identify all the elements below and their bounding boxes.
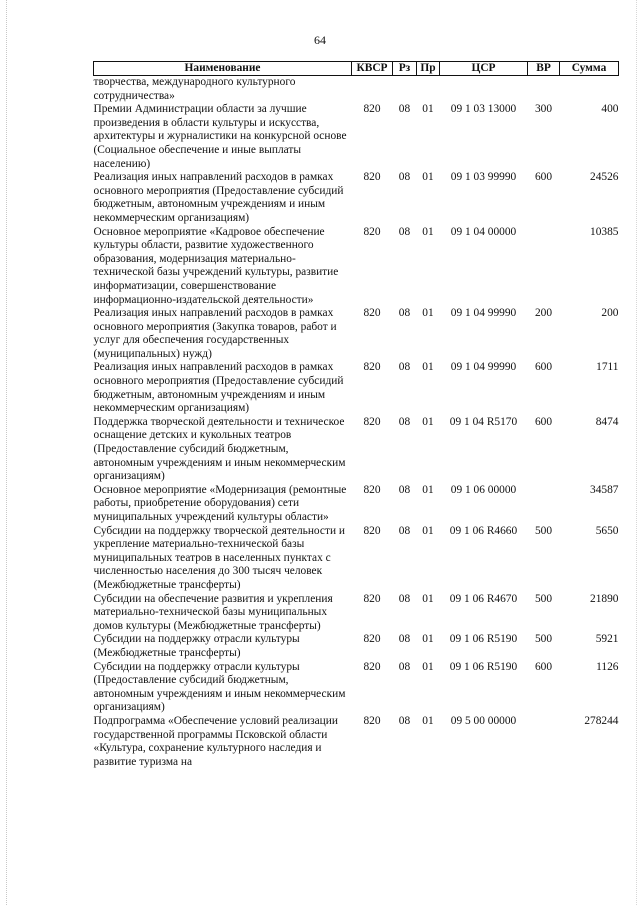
cell-vr <box>528 226 560 308</box>
cell-vr: 200 <box>534 307 553 320</box>
cell-vr <box>528 715 560 769</box>
cell-rz: 08 <box>398 361 411 374</box>
cell-csr: 09 1 04 99990 <box>450 361 517 374</box>
cell-sum: 400 <box>601 103 619 116</box>
cell-name: Поддержка творческой деятельности и техническое оснащение детских и кукольных театров (Предоставление субсидий бюджетным, автономным учреждениям и иным некоммерческим организациям) <box>93 415 346 483</box>
table-row <box>94 593 619 634</box>
table-row <box>94 226 619 308</box>
cell-kvsr: 820 <box>363 171 381 184</box>
cell-csr: 09 1 04 99990 <box>450 307 517 320</box>
cell-sum <box>560 76 619 104</box>
cell-vr: 500 <box>534 524 553 537</box>
table-row <box>94 361 619 415</box>
table-row <box>94 171 619 225</box>
cell-csr: 09 1 06 R4670 <box>449 592 518 605</box>
cell-name: Премии Администрации области за лучшие произведения в области культуры и искусства, архитектуры и журналистики на конкурсной основе (Социальное обеспечение и иные выплаты населению) <box>93 103 347 170</box>
header-csr: ЦСР <box>440 62 528 76</box>
cell-kvsr <box>352 76 393 104</box>
cell-name: Субсидии на поддержку отрасли культуры (Межбюджетные трансферты) <box>93 633 300 659</box>
cell-rz: 08 <box>398 714 411 727</box>
cell-csr: 09 1 06 00000 <box>450 483 517 496</box>
page-edge-right <box>636 0 640 905</box>
cell-csr: 09 5 00 00000 <box>450 714 517 727</box>
cell-rz: 08 <box>398 483 411 496</box>
cell-pr: 01 <box>422 225 434 238</box>
cell-name: Субсидии на обеспечение развития и укрепления материально-технической базы муниципальных домов культуры (Межбюджетные трансферты) <box>93 592 333 632</box>
header-vr: ВР <box>528 62 560 76</box>
cell-rz: 08 <box>398 415 411 428</box>
cell-sum: 200 <box>601 307 619 320</box>
cell-kvsr: 820 <box>363 633 381 646</box>
cell-vr: 600 <box>534 415 553 428</box>
cell-vr: 500 <box>534 633 553 646</box>
table-row <box>94 484 619 525</box>
cell-sum: 5650 <box>595 524 619 537</box>
cell-sum: 24526 <box>590 171 619 184</box>
cell-kvsr: 820 <box>363 592 381 605</box>
cell-sum: 34587 <box>590 483 619 496</box>
cell-name: Подпрограмма «Обеспечение условий реализации государственной программы Псковской области «Культура, сохранение культурного наследия и развитие туризма на <box>93 714 338 768</box>
cell-rz: 08 <box>398 171 411 184</box>
table-row <box>94 103 619 171</box>
cell-kvsr: 820 <box>363 483 381 496</box>
cell-kvsr: 820 <box>363 415 381 428</box>
cell-sum: 10385 <box>590 225 619 238</box>
cell-kvsr: 820 <box>363 225 381 238</box>
budget-table <box>93 61 619 769</box>
header-rz: Рз <box>393 62 417 76</box>
cell-pr: 01 <box>422 524 434 537</box>
cell-sum: 5921 <box>595 633 619 646</box>
cell-vr <box>528 76 560 104</box>
cell-sum: 1711 <box>596 361 619 374</box>
cell-rz: 08 <box>398 103 411 116</box>
cell-name: Основное мероприятие «Кадровое обеспечение культуры области, развитие художественного образования, модернизация материально-технической базы учреждений культуры, развитие информатизации, совершенствование информационно-издательской деятельности» <box>93 225 339 306</box>
cell-vr: 600 <box>534 171 553 184</box>
cell-kvsr: 820 <box>363 660 381 673</box>
cell-vr: 600 <box>534 361 553 374</box>
cell-vr: 600 <box>534 660 553 673</box>
table-row <box>94 633 619 660</box>
cell-kvsr: 820 <box>363 714 381 727</box>
cell-name: Основное мероприятие «Модернизация (ремонтные работы, приобретение оборудования) сети муниципальных учреждений культуры области» <box>93 483 347 523</box>
header-pr: Пр <box>417 62 440 76</box>
cell-csr <box>440 76 528 104</box>
cell-csr: 09 1 04 R5170 <box>449 415 518 428</box>
cell-rz: 08 <box>398 633 411 646</box>
cell-sum: 278244 <box>584 714 619 727</box>
header-kvsr: КВСР <box>352 62 393 76</box>
cell-name: творчества, международного культурного сотрудничества» <box>93 76 296 102</box>
header-sum: Сумма <box>560 62 619 76</box>
cell-rz: 08 <box>398 307 411 320</box>
cell-kvsr: 820 <box>363 103 381 116</box>
cell-vr: 300 <box>534 103 553 116</box>
cell-name: Реализация иных направлений расходов в рамках основного мероприятия (Предоставление субсидий бюджетным, автономным учреждениям и иным некоммерческим организациям) <box>93 171 344 224</box>
cell-rz <box>393 76 417 104</box>
cell-name: Реализация иных направлений расходов в рамках основного мероприятия (Закупка товаров, работ и услуг для обеспечения государственных (муниципальных) нужд) <box>93 307 337 360</box>
cell-csr: 09 1 06 R5190 <box>449 633 518 646</box>
cell-pr: 01 <box>422 660 434 673</box>
cell-sum: 8474 <box>595 415 619 428</box>
cell-csr: 09 1 06 R5190 <box>449 660 518 673</box>
cell-rz: 08 <box>398 592 411 605</box>
cell-vr: 500 <box>534 592 553 605</box>
cell-name: Реализация иных направлений расходов в рамках основного мероприятия (Предоставление субсидий бюджетным, автономным учреждениям и иным некоммерческим организациям) <box>93 361 344 415</box>
page-number: 64 <box>314 33 326 47</box>
cell-csr: 09 1 03 13000 <box>450 103 517 116</box>
cell-rz: 08 <box>398 660 411 673</box>
cell-rz: 08 <box>398 225 411 238</box>
cell-pr: 01 <box>422 361 434 374</box>
table-row <box>94 715 619 769</box>
cell-csr: 09 1 06 R4660 <box>449 524 518 537</box>
page-edge-left <box>0 0 7 905</box>
cell-kvsr: 820 <box>363 524 381 537</box>
table-row <box>94 416 619 484</box>
cell-pr: 01 <box>422 171 434 184</box>
cell-pr: 01 <box>422 415 434 428</box>
table-row <box>94 76 619 104</box>
cell-pr: 01 <box>422 103 434 116</box>
cell-rz: 08 <box>398 524 411 537</box>
cell-pr: 01 <box>422 307 434 320</box>
cell-pr: 01 <box>422 592 434 605</box>
cell-csr: 09 1 03 99990 <box>450 171 517 184</box>
header-name: Наименование <box>94 62 352 76</box>
table-row <box>94 525 619 593</box>
cell-name: Субсидии на поддержку отрасли культуры (Предоставление субсидий бюджетным, автономным учреждениям и иным некоммерческим организациям) <box>93 660 346 714</box>
cell-sum: 1126 <box>596 660 619 673</box>
cell-vr <box>528 484 560 525</box>
cell-kvsr: 820 <box>363 307 381 320</box>
cell-kvsr: 820 <box>363 361 381 374</box>
cell-csr: 09 1 04 00000 <box>450 225 517 238</box>
cell-pr: 01 <box>422 714 434 727</box>
table-header-row <box>94 62 619 76</box>
cell-sum: 21890 <box>590 592 619 605</box>
cell-pr: 01 <box>422 633 434 646</box>
cell-pr <box>417 76 440 104</box>
table-row <box>94 661 619 715</box>
table-row <box>94 307 619 361</box>
cell-pr: 01 <box>422 483 434 496</box>
cell-name: Субсидии на поддержку творческой деятельности и укрепление материально-технической базы муниципальных театров в населенных пунктах с численностью населения до 300 тысяч человек (Межбюджетные трансферты) <box>93 524 345 591</box>
